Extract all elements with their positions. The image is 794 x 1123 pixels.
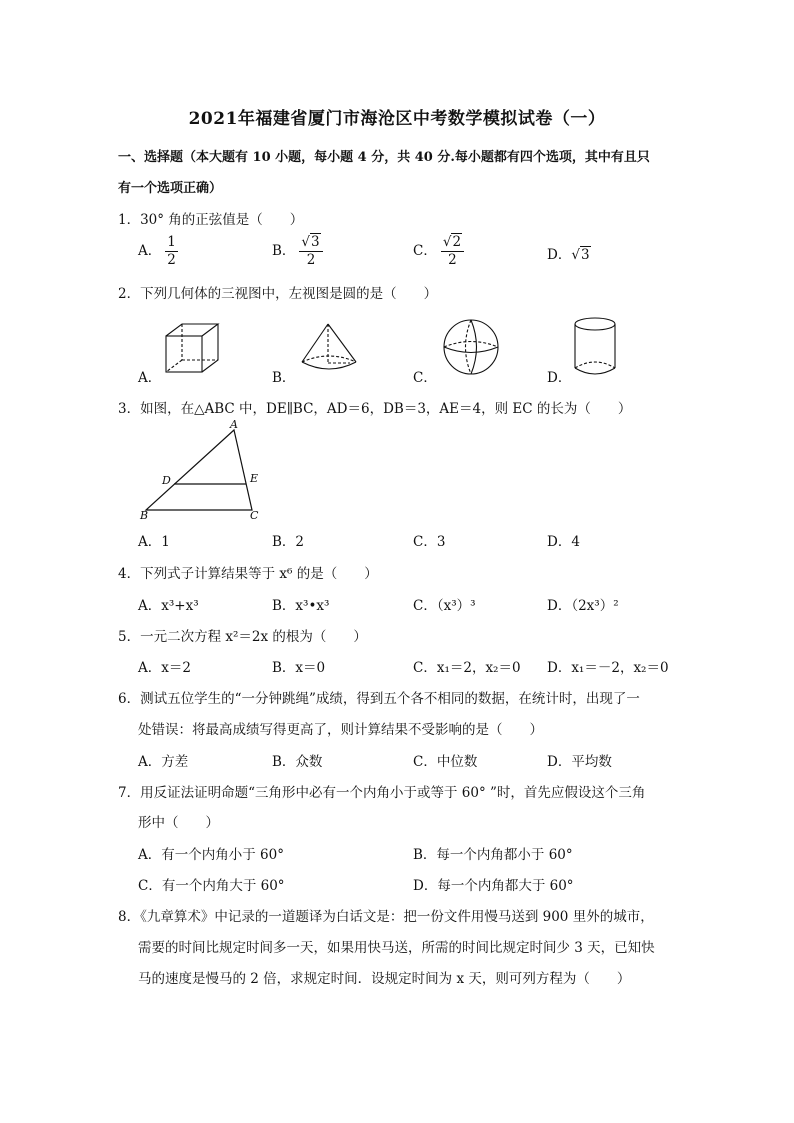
label-c: C — [250, 509, 259, 522]
question-1-stem: 1．30° 角的正弦值是（ ） — [118, 212, 304, 228]
q1-option-d[interactable]: D．√3 — [547, 247, 590, 263]
q2-option-d[interactable]: D． — [547, 370, 572, 386]
q5-option-d[interactable]: D．x₁＝－2，x₂＝0 — [547, 660, 669, 676]
page-title: 2021年福建省厦门市海沧区中考数学模拟试卷（一） — [188, 109, 606, 129]
question-8-stem-cont2: 马的速度是慢马的 2 倍，求规定时间．设规定时间为 x 天，则可列方程为（ ） — [138, 971, 631, 987]
question-7-stem: 7．用反证法证明命题“三角形中必有一个内角小于或等于 60° ”时，首先应假设这个三角 — [118, 785, 646, 801]
q4-option-c[interactable]: C．（x³）³ — [413, 598, 476, 614]
q3-option-b[interactable]: B．2 — [272, 534, 305, 550]
cylinder-figure — [573, 316, 619, 378]
q1-option-a[interactable]: A． $\frac{1}{2}$ — [138, 234, 176, 268]
sphere-figure — [442, 318, 502, 378]
label-a: A — [230, 418, 238, 431]
question-4-stem: 4．下列式子计算结果等于 x⁶ 的是（ ） — [118, 566, 378, 582]
label-b: B — [140, 509, 149, 522]
question-3-stem: 3．如图，在△ABC 中，DE∥BC，AD＝6，DB＝3，AE＝4，则 EC 的长为（ ） — [118, 401, 632, 417]
q1-c-radicand: 2 — [452, 234, 462, 250]
q1-a-numerator: 1 — [167, 234, 176, 250]
q5-option-a[interactable]: A．x＝2 — [138, 660, 191, 676]
q2-option-a[interactable]: A． — [138, 370, 162, 386]
triangle-abc-figure — [140, 418, 270, 522]
label-e: E — [250, 472, 259, 485]
q1-a-denominator: 2 — [167, 251, 176, 268]
q5-option-c[interactable]: C．x₁＝2，x₂＝0 — [413, 660, 521, 676]
q3-option-d[interactable]: D．4 — [547, 534, 580, 550]
q7-option-c[interactable]: C．有一个内角大于 60° — [138, 878, 285, 894]
cube-figure — [162, 320, 222, 378]
q6-option-d[interactable]: D．平均数 — [547, 754, 612, 770]
q4-option-d[interactable]: D．（2x³）² — [547, 598, 619, 614]
q7-option-b[interactable]: B．每一个内角都小于 60° — [413, 847, 573, 863]
q7-option-d[interactable]: D．每一个内角都大于 60° — [413, 878, 574, 894]
q2-option-b[interactable]: B． — [272, 370, 296, 386]
question-6-stem-cont: 处错误：将最高成绩写得更高了，则计算结果不受影响的是（ ） — [138, 722, 543, 738]
q1-b-denominator: 2 — [306, 251, 316, 268]
section-heading-cont: 有一个选项正确） — [118, 181, 223, 196]
question-5-stem: 5．一元二次方程 x²＝2x 的根为（ ） — [118, 629, 367, 645]
q4-option-a[interactable]: A．x³+x³ — [138, 598, 199, 614]
question-2-stem: 2．下列几何体的三视图中，左视图是圆的是（ ） — [118, 286, 438, 302]
q6-option-a[interactable]: A．方差 — [138, 754, 189, 770]
q3-option-a[interactable]: A．1 — [138, 534, 170, 550]
question-6-stem: 6．测试五位学生的“一分钟跳绳”成绩，得到五个各不相同的数据，在统计时，出现了一 — [118, 691, 640, 707]
label-d: D — [162, 474, 171, 487]
q6-option-b[interactable]: B．众数 — [272, 754, 323, 770]
q2-option-c[interactable]: C． — [413, 370, 437, 386]
q4-option-b[interactable]: B．x³•x³ — [272, 598, 330, 614]
q1-option-c[interactable]: C． $\frac{√2}{2}$ — [413, 236, 464, 267]
q1-c-denominator: 2 — [448, 251, 457, 268]
question-8-stem-cont1: 需要的时间比规定时间多一天，如果用快马送，所需的时间比规定时间少 3 天，已知快 — [138, 940, 655, 956]
section-heading: 一、选择题（本大题有 10 小题，每小题 4 分，共 40 分.每小题都有四个选项，其中有且只 — [118, 150, 650, 165]
q7-option-a[interactable]: A．有一个内角小于 60° — [138, 847, 284, 863]
question-8-stem: 8．《九章算术》中记录的一道题译为白话文是：把一份文件用慢马送到 900 里外的城市， — [118, 909, 654, 925]
cone-figure — [298, 322, 360, 374]
q5-option-b[interactable]: B．x＝0 — [272, 660, 326, 676]
q1-d-radicand: 3 — [580, 247, 590, 263]
question-7-stem-cont: 形中（ ） — [138, 815, 219, 831]
q1-option-b[interactable]: B． $\frac{√3}{2}$ — [272, 236, 323, 267]
q3-option-c[interactable]: C．3 — [413, 534, 446, 550]
q6-option-c[interactable]: C．中位数 — [413, 754, 478, 770]
q1-b-radicand: 3 — [311, 234, 320, 250]
